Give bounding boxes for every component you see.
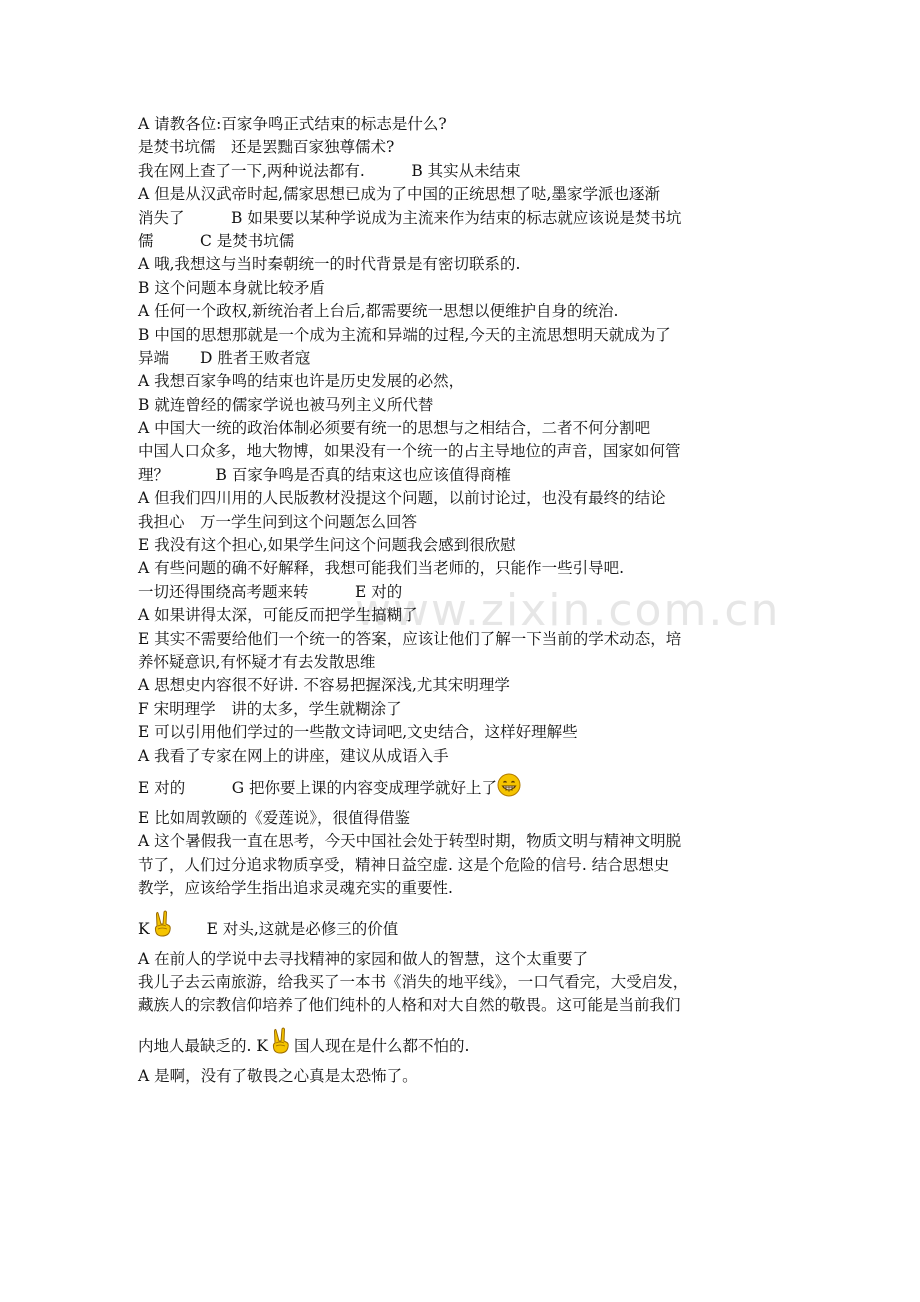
text-line: 中国人口众多，地大物博，如果没有一个统一的占主导地位的声音，国家如何管 [138,442,681,461]
text-line: A 但我们四川用的人民版教材没提这个问题，以前讨论过，也没有最终的结论 [138,489,666,508]
text-line: 养怀疑意识,有怀疑才有去发散思维 [138,652,376,671]
text-span: 国人现在是什么都不怕的. [293,1036,470,1055]
text-line: 我担心 万一学生问到这个问题怎么回答 [138,512,418,531]
text-line: E 可以引用他们学过的一些散文诗词吧,文史结合，这样好理解些 [138,723,578,742]
text-line: A 中国大一统的政治体制必须要有统一的思想与之相结合，二者不何分割吧 [138,419,651,438]
watermark: www.zixin.com.cn [355,585,781,636]
victory-hand-icon [150,910,176,953]
text-line: 是焚书坑儒 还是罢黜百家独尊儒术? [138,138,395,157]
victory-hand-icon [268,1027,294,1070]
text-line: 异端 D 胜者王败者寇 [138,348,311,367]
text-line: B 就连曾经的儒家学说也被马列主义所代替 [138,395,434,414]
text-line-with-emoji [138,909,788,942]
text-line: A 思想史内容很不好讲. 不容易把握深浅,尤其宋明理学 [138,676,510,695]
text-line: E 我没有这个担心,如果学生问这个问题我会感到很欣慰 [138,536,516,555]
text-line: B 中国的思想那就是一个成为主流和异端的过程,今天的主流思想明天就成为了 [138,325,671,344]
text-line: 儒 C 是焚书坑儒 [138,231,295,250]
text-span: 内地人最缺乏的. K [138,1036,268,1055]
text-line: 我儿子去云南旅游，给我买了一本书《消失的地平线》，一口气看完，大受启发， [138,972,689,991]
text-span: E 对头,这就是必修三的价值 [175,919,399,938]
text-line: A 在前人的学说中去寻找精神的家园和做人的智慧，这个太重要了 [138,949,589,968]
text-line: A 这个暑假我一直在思考，今天中国社会处于转型时期，物质文明与精神文明脱 [138,832,682,851]
text-line: 节了，人们过分追求物质享受，精神日益空虚. 这是个危险的信号. 结合思想史 [138,855,670,874]
text-line: F 宋明理学 讲的太多，学生就糊涂了 [138,699,402,718]
text-line: A 是啊，没有了敬畏之心真是太恐怖了。 [138,1066,418,1085]
text-line: A 有些问题的确不好解释，我想可能我们当老师的，只能作一些引导吧. [138,559,625,578]
text-line: 教学，应该给学生指出追求灵魂充实的重要性. [138,879,453,898]
text-line: B 这个问题本身就比较矛盾 [138,278,325,297]
text-line: 一切还得围绕高考题来转 E 对的 [138,582,403,601]
text-line: A 请教各位:百家争鸣正式结束的标志是什么? [138,115,447,133]
text-line: 藏族人的宗教信仰培养了他们纯朴的人格和对大自然的敬畏。这可能是当前我们 [138,996,681,1015]
text-span: K [138,919,150,938]
text-line: 理？ B 百家争鸣是否真的结束这也应该值得商榷 [138,465,511,484]
text-line: A 但是从汉武帝时起,儒家思想已成为了中国的正统思想了哒,墨家学派也逐渐 [138,185,660,204]
text-line: A 我想百家争鸣的结束也许是历史发展的必然， [138,372,465,391]
text-line: E 其实不需要给他们一个统一的答案，应该让他们了解一下当前的学术动态，培 [138,629,682,648]
chat-transcript [138,113,788,1088]
text-line: 消失了 B 如果要以某种学说成为主流来作为结束的标志就应该说是焚书坑 [138,208,682,227]
grin-emoji-icon [497,772,521,812]
text-line: 我在网上查了一下,两种说法都有. B 其实从未结束 [138,161,521,180]
text-span: E 对的 G 把你要上课的内容变成理学就好上了 [138,778,498,797]
text-line: E 比如周敦颐的《爱莲说》，很值得借鉴 [138,808,410,827]
text-line-with-emoji [138,768,788,801]
text-line: A 如果讲得太深，可能反而把学生搞糊了 [138,606,418,625]
text-line-with-emoji [138,1026,788,1059]
text-line: A 我看了专家在网上的讲座，建议从成语入手 [138,746,449,765]
text-line: A 哦,我想这与当时秦朝统一的时代背景是有密切联系的. [138,255,521,274]
text-line: A 任何一个政权,新统治者上台后,都需要统一思想以便维护自身的统治. [138,302,619,321]
